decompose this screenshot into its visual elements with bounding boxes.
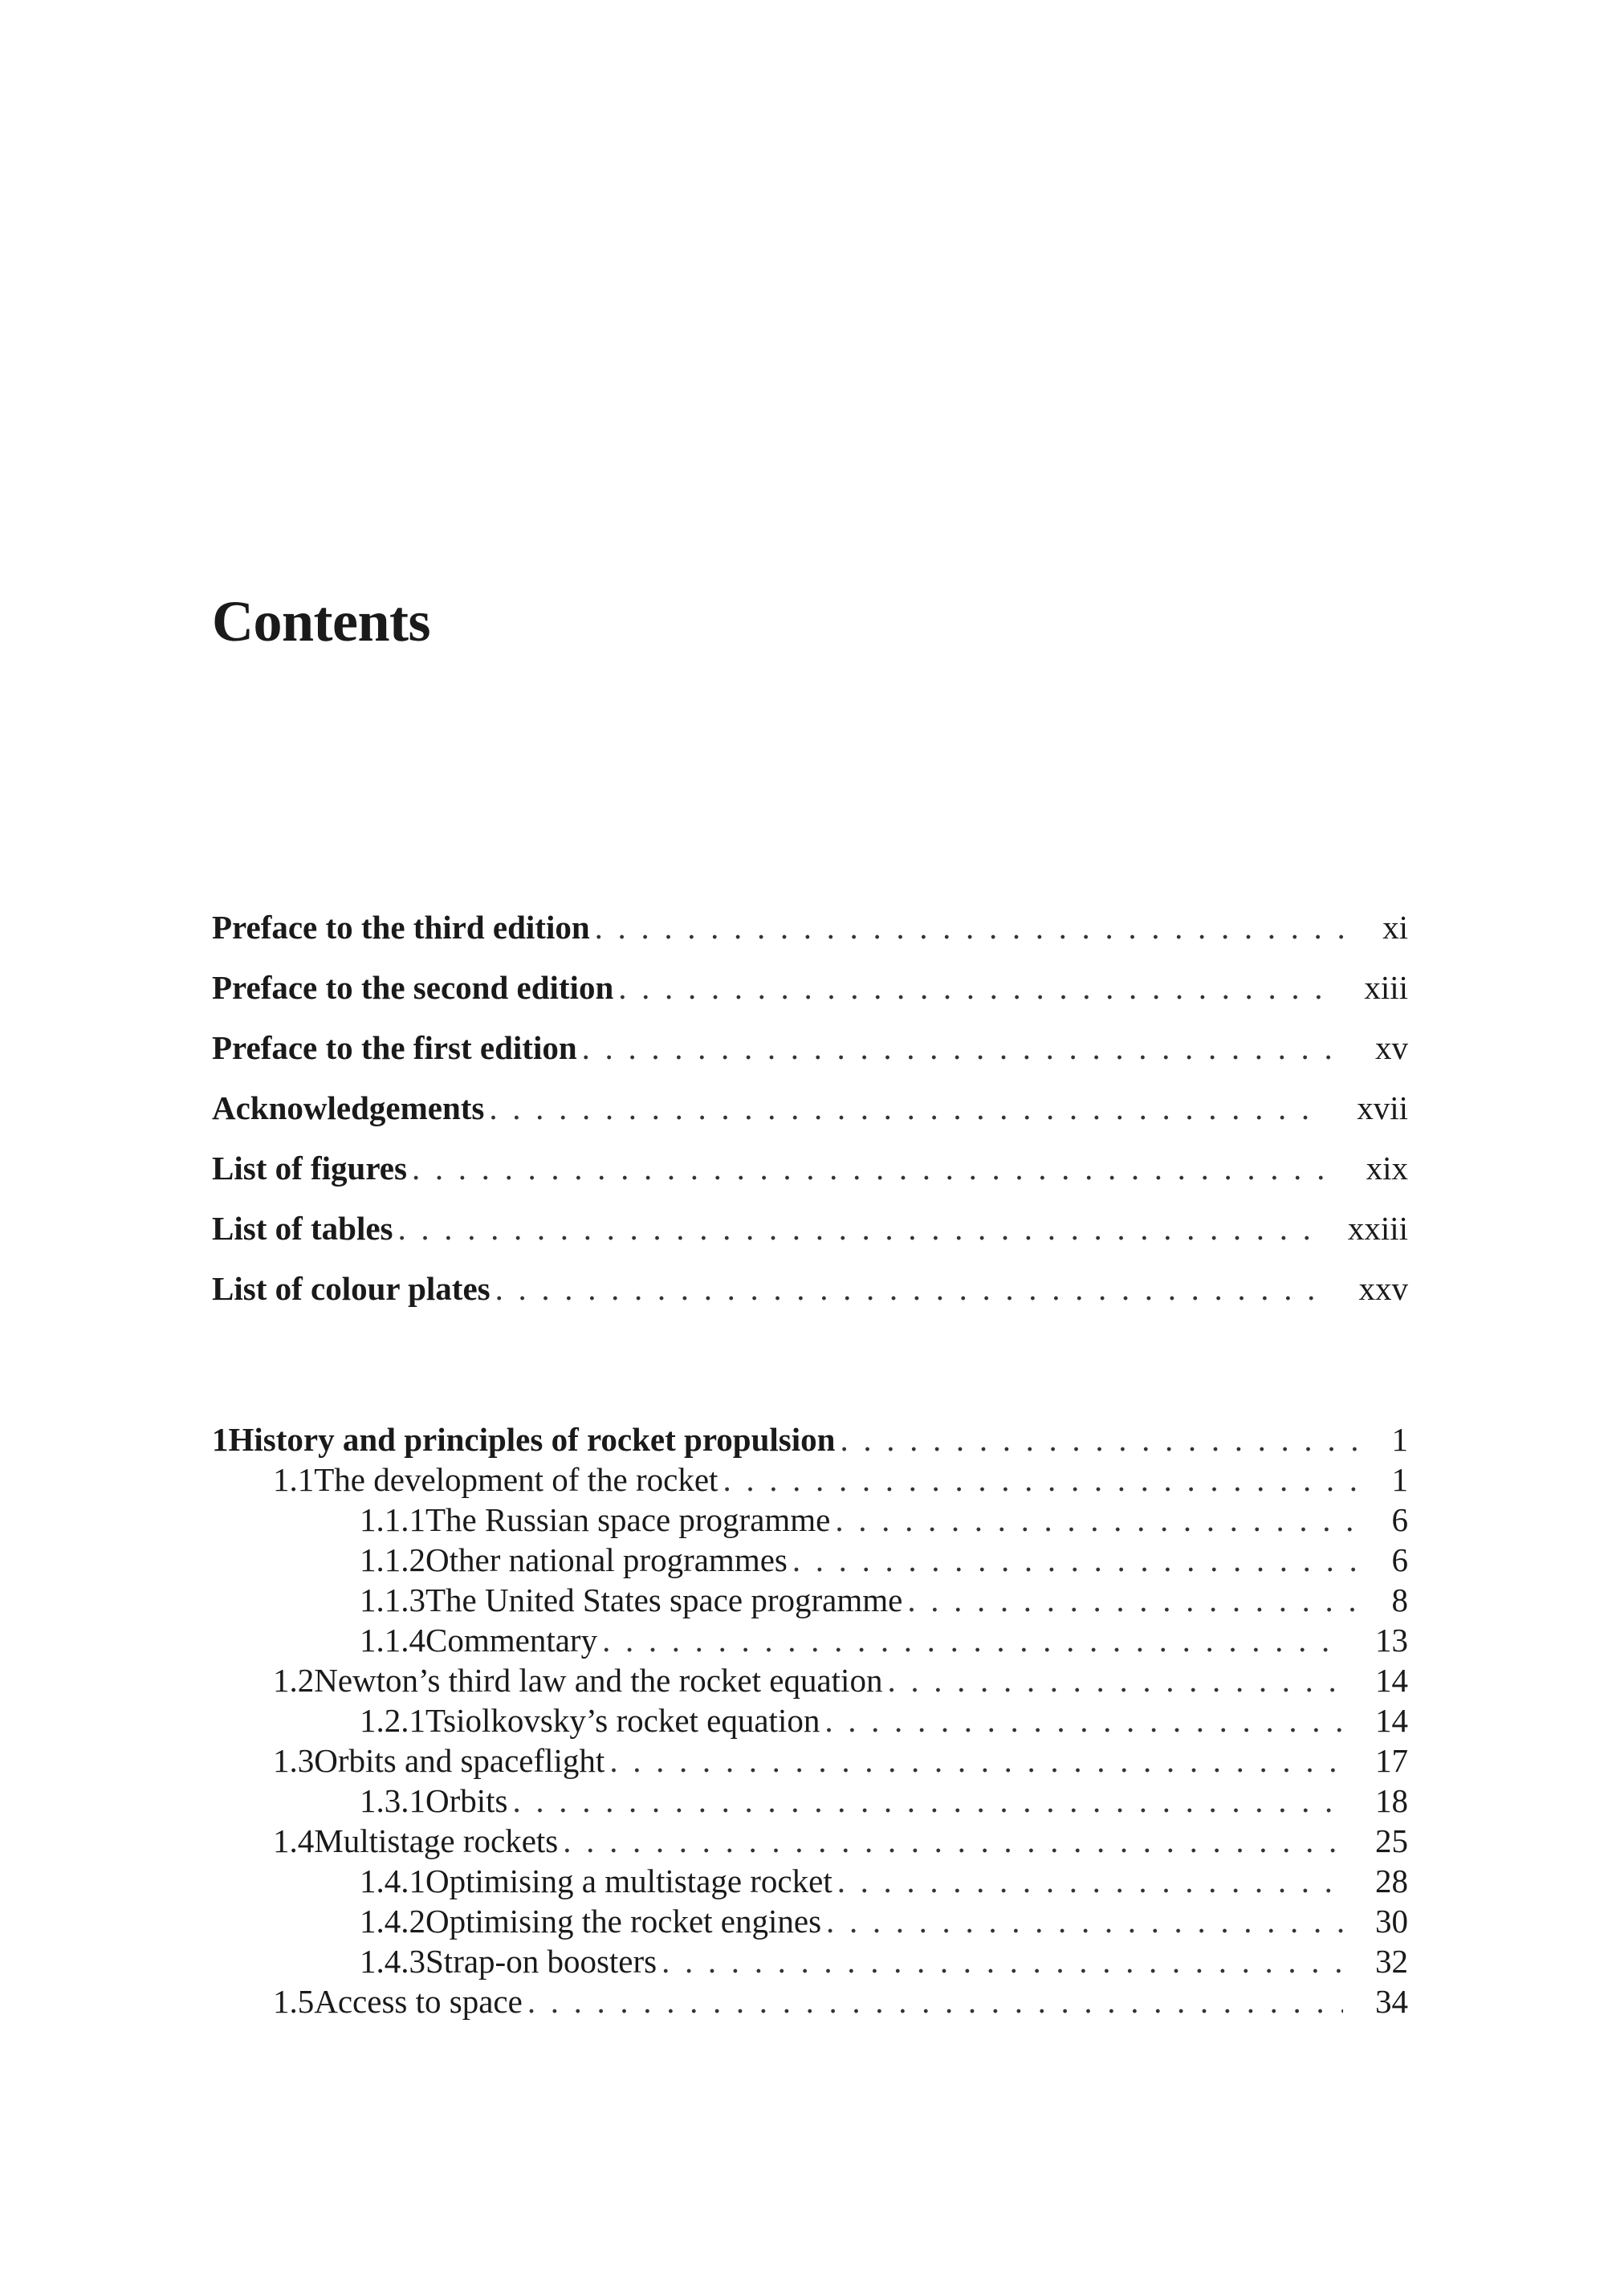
toc-section-entry[interactable]: [212, 1981, 1408, 2021]
dot-leader: [907, 1580, 1359, 1620]
toc-subsection-entry[interactable]: [212, 1781, 1408, 1821]
subsection-title: Tsiolkovsky’s rocket equation: [425, 1702, 820, 1739]
dot-leader: [398, 1199, 1316, 1259]
subsection-title: Optimising a multistage rocket: [425, 1862, 832, 1899]
section-title: Newton’s third law and the rocket equation: [314, 1662, 883, 1699]
subsection-number: 1.1.1: [360, 1501, 425, 1538]
subsection-title: The United States space programme: [425, 1582, 903, 1618]
dot-leader: [837, 1861, 1343, 1901]
dot-leader: [835, 1500, 1359, 1540]
subsection-title: Optimising the rocket engines: [425, 1903, 822, 1940]
toc-subsection-entry[interactable]: [212, 1901, 1408, 1941]
toc-entry-list-of-tables[interactable]: [212, 1199, 1408, 1259]
section-page: 17: [1375, 1742, 1408, 1779]
subsection-title: The Russian space programme: [425, 1501, 831, 1538]
section-number: 1.5: [273, 1983, 315, 2020]
subsection-page: 6: [1391, 1501, 1408, 1538]
toc-subsection-entry[interactable]: [212, 1580, 1408, 1620]
subsection-number: 1.2.1: [360, 1702, 425, 1739]
toc-subsection-entry[interactable]: [212, 1540, 1408, 1580]
chapter-page: 1: [1391, 1421, 1408, 1458]
toc-subsection-entry[interactable]: [212, 1700, 1408, 1740]
section-number: 1.3: [273, 1742, 315, 1779]
subsection-page: 14: [1375, 1702, 1408, 1739]
chapter-1-contents: [212, 1419, 1408, 2021]
dot-leader: [563, 1821, 1343, 1861]
subsection-title: Commentary: [425, 1622, 598, 1659]
subsection-number: 1.4.1: [360, 1862, 425, 1899]
toc-entry-preface-second[interactable]: [212, 958, 1408, 1018]
subsection-number: 1.1.3: [360, 1582, 425, 1618]
toc-subsection-entry[interactable]: [212, 1620, 1408, 1660]
dot-leader: [595, 898, 1350, 958]
section-number: 1.1: [273, 1461, 315, 1498]
toc-section-entry[interactable]: [212, 1459, 1408, 1500]
toc-entry-list-of-figures[interactable]: [212, 1138, 1408, 1199]
subsection-number: 1.4.3: [360, 1943, 425, 1980]
toc-entry-page: xxiii: [1347, 1210, 1408, 1247]
dot-leader: [495, 1259, 1327, 1319]
toc-section-entry[interactable]: [212, 1821, 1408, 1861]
toc-entry-label: List of figures: [212, 1150, 407, 1187]
toc-subsection-entry[interactable]: [212, 1861, 1408, 1901]
dot-leader: [824, 1700, 1343, 1740]
toc-entry-preface-third[interactable]: [212, 898, 1408, 958]
toc-entry-page: xvii: [1357, 1089, 1408, 1126]
dot-leader: [513, 1781, 1344, 1821]
dot-leader: [661, 1941, 1343, 1981]
section-number: 1.2: [273, 1662, 315, 1699]
toc-entry-acknowledgements[interactable]: [212, 1078, 1408, 1138]
section-page: 25: [1375, 1822, 1408, 1859]
chapter-number: 1: [212, 1421, 229, 1458]
section-title: Multistage rockets: [314, 1822, 559, 1859]
subsection-page: 8: [1391, 1582, 1408, 1618]
toc-entry-label: Preface to the third edition: [212, 909, 590, 946]
dot-leader: [489, 1078, 1325, 1138]
toc-entry-page: xiii: [1364, 969, 1408, 1006]
toc-subsection-entry[interactable]: [212, 1500, 1408, 1540]
subsection-number: 1.1.4: [360, 1622, 425, 1659]
section-page: 1: [1391, 1461, 1408, 1498]
toc-entry-page: xv: [1375, 1029, 1408, 1066]
subsection-page: 30: [1375, 1903, 1408, 1940]
dot-leader: [618, 958, 1332, 1018]
toc-entry-page: xi: [1382, 909, 1408, 946]
dot-leader: [412, 1138, 1334, 1199]
subsection-page: 6: [1391, 1541, 1408, 1578]
dot-leader: [609, 1740, 1343, 1781]
section-page: 34: [1375, 1983, 1408, 2020]
subsection-title: Other national programmes: [425, 1541, 788, 1578]
toc-entry-preface-first[interactable]: [212, 1018, 1408, 1078]
page-title: Contents: [212, 589, 431, 653]
dot-leader: [723, 1459, 1358, 1500]
toc-entry-label: Acknowledgements: [212, 1089, 485, 1126]
subsection-page: 13: [1375, 1622, 1408, 1659]
toc-entry-label: List of colour plates: [212, 1270, 491, 1307]
dot-leader: [840, 1419, 1359, 1459]
subsection-title: Orbits: [425, 1782, 508, 1819]
dot-leader: [582, 1018, 1343, 1078]
dot-leader: [826, 1901, 1343, 1941]
section-title: Orbits and spaceflight: [314, 1742, 605, 1779]
section-title: The development of the rocket: [314, 1461, 718, 1498]
subsection-number: 1.3.1: [360, 1782, 425, 1819]
toc-entry-label: List of tables: [212, 1210, 393, 1247]
subsection-page: 32: [1375, 1943, 1408, 1980]
toc-entry-label: Preface to the first edition: [212, 1029, 577, 1066]
subsection-title: Strap-on boosters: [425, 1943, 657, 1980]
toc-entry-page: xix: [1366, 1150, 1408, 1187]
toc-subsection-entry[interactable]: [212, 1941, 1408, 1981]
subsection-number: 1.1.2: [360, 1541, 425, 1578]
chapter-title: History and principles of rocket propulsion: [228, 1421, 836, 1458]
toc-entry-label: Preface to the second edition: [212, 969, 614, 1006]
subsection-page: 28: [1375, 1862, 1408, 1899]
section-number: 1.4: [273, 1822, 315, 1859]
subsection-number: 1.4.2: [360, 1903, 425, 1940]
section-page: 14: [1375, 1662, 1408, 1699]
front-matter-list: [212, 898, 1408, 1319]
dot-leader: [602, 1620, 1343, 1660]
toc-entry-list-of-colour-plates[interactable]: [212, 1259, 1408, 1319]
toc-entry-page: xxv: [1358, 1270, 1408, 1307]
toc-section-entry[interactable]: [212, 1740, 1408, 1781]
dot-leader: [887, 1660, 1343, 1700]
section-title: Access to space: [314, 1983, 523, 2020]
toc-chapter-heading[interactable]: [212, 1419, 1408, 1459]
dot-leader: [527, 1981, 1343, 2021]
dot-leader: [792, 1540, 1360, 1580]
toc-section-entry[interactable]: [212, 1660, 1408, 1700]
subsection-page: 18: [1375, 1782, 1408, 1819]
